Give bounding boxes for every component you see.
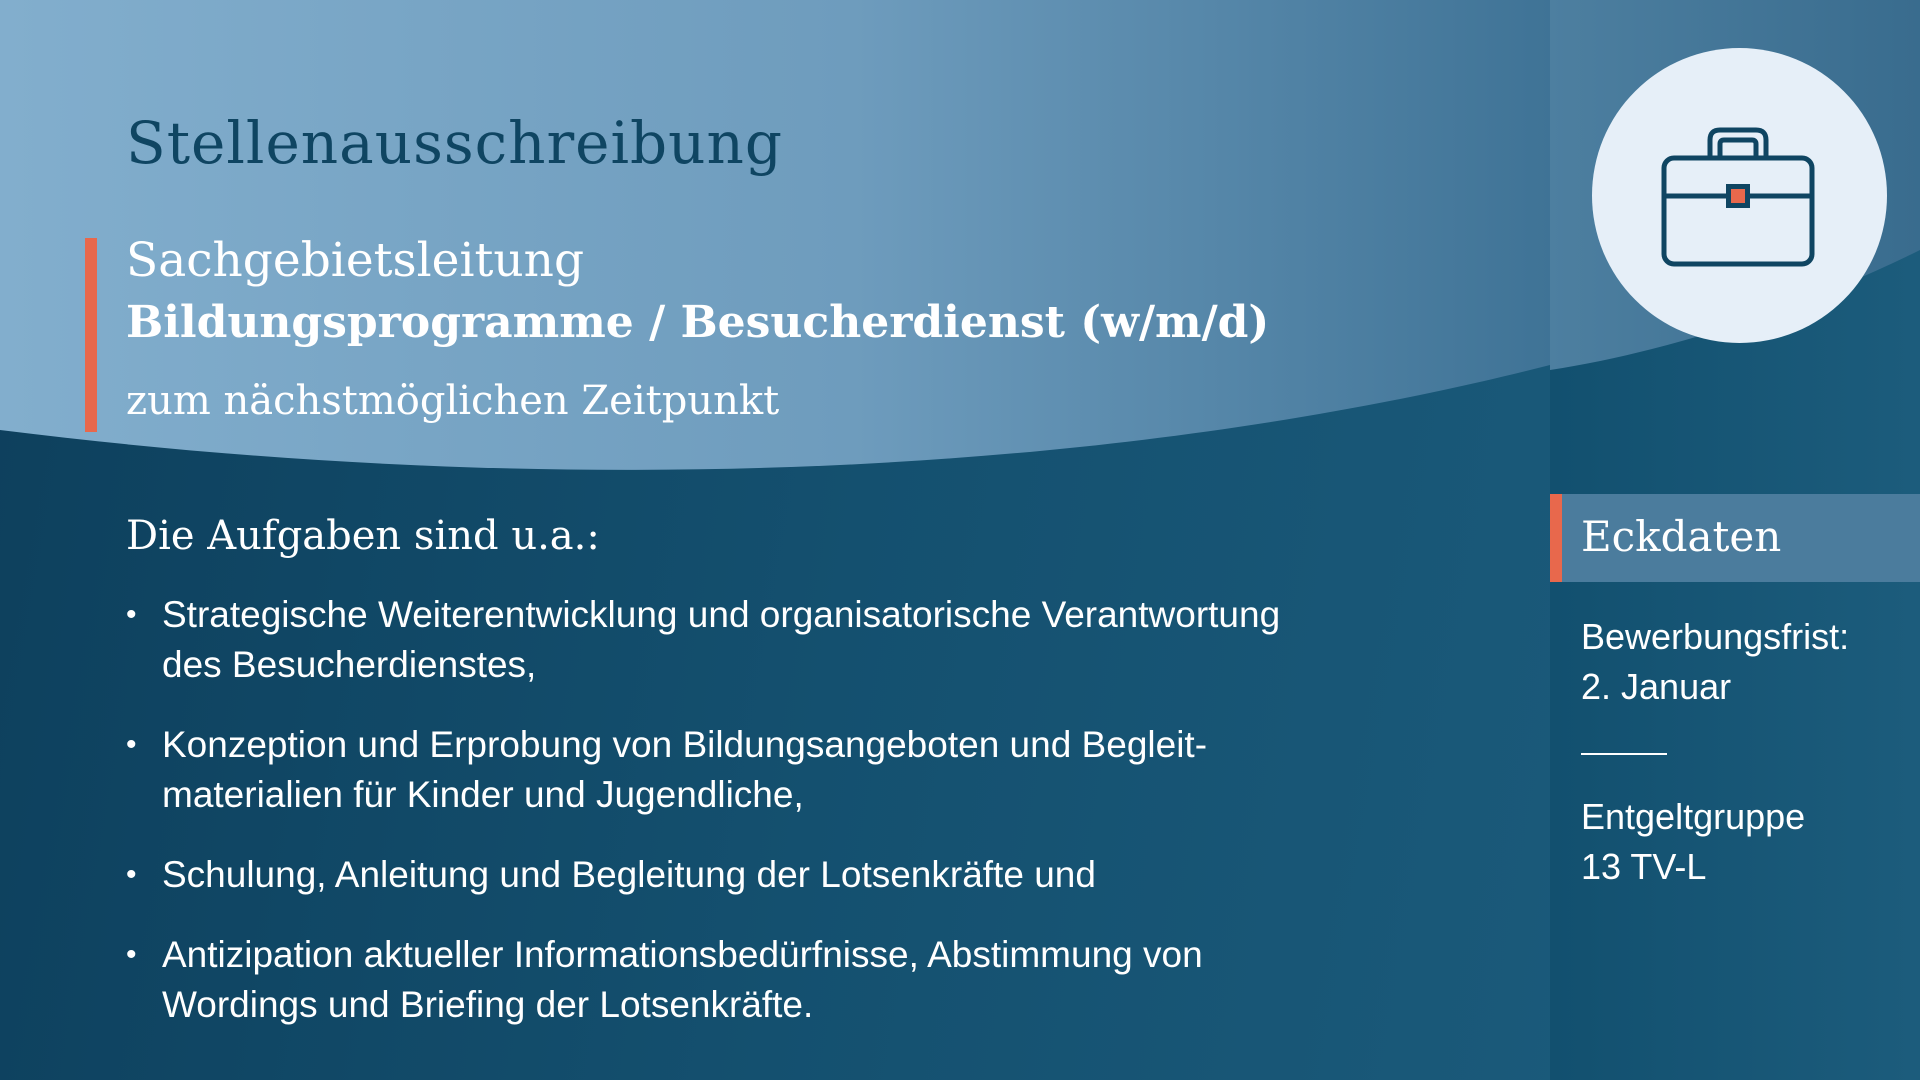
deadline-label: Bewerbungsfrist:	[1581, 616, 1850, 657]
key-facts-accent-bar	[1550, 494, 1562, 582]
key-facts-divider	[1581, 753, 1667, 755]
task-item	[126, 930, 1406, 1030]
title-accent-bar	[85, 238, 97, 432]
briefcase-icon	[1660, 122, 1816, 270]
task-text-line-2: des Besucherdienstes,	[162, 644, 537, 685]
task-item	[126, 720, 1406, 820]
bullet-icon: •	[126, 858, 137, 891]
position-title-line-2: Bildungsprogramme / Besucherdienst (w/m/d)	[126, 297, 1270, 348]
task-text-line-1: Strategische Weiterentwicklung und organisatorische Verantwortung	[162, 594, 1281, 635]
bullet-icon: •	[126, 938, 137, 971]
position-title-line-1: Sachgebietsleitung	[126, 233, 585, 288]
task-text-line-2: Wordings und Briefing der Lotsenkräfte.	[162, 984, 814, 1025]
deadline-value: 2. Januar	[1581, 666, 1732, 707]
task-item	[126, 590, 1406, 690]
briefcase-icon-circle	[1592, 48, 1887, 343]
task-text-line-2: materialien für Kinder und Jugendliche,	[162, 774, 804, 815]
start-date: zum nächstmöglichen Zeitpunkt	[126, 378, 780, 424]
pay-grade-label: Entgeltgruppe	[1581, 796, 1806, 837]
page-title: Stellenausschreibung	[126, 109, 784, 177]
tasks-heading: Die Aufgaben sind u.a.:	[126, 513, 600, 559]
task-item	[126, 850, 1406, 900]
bullet-icon: •	[126, 598, 137, 631]
pay-grade-value: 13 TV-L	[1581, 846, 1707, 887]
bullet-icon: •	[126, 728, 137, 761]
task-text-line-1: Antizipation aktueller Informationsbedürfnisse, Abstimmung von	[162, 934, 1203, 975]
task-list	[126, 590, 1406, 1060]
key-facts-title: Eckdaten	[1581, 512, 1782, 561]
task-text-line-1: Schulung, Anleitung und Begleitung der Lotsenkräfte und	[162, 854, 1096, 895]
task-text-line-1: Konzeption und Erprobung von Bildungsangeboten und Begleit-	[162, 724, 1208, 765]
